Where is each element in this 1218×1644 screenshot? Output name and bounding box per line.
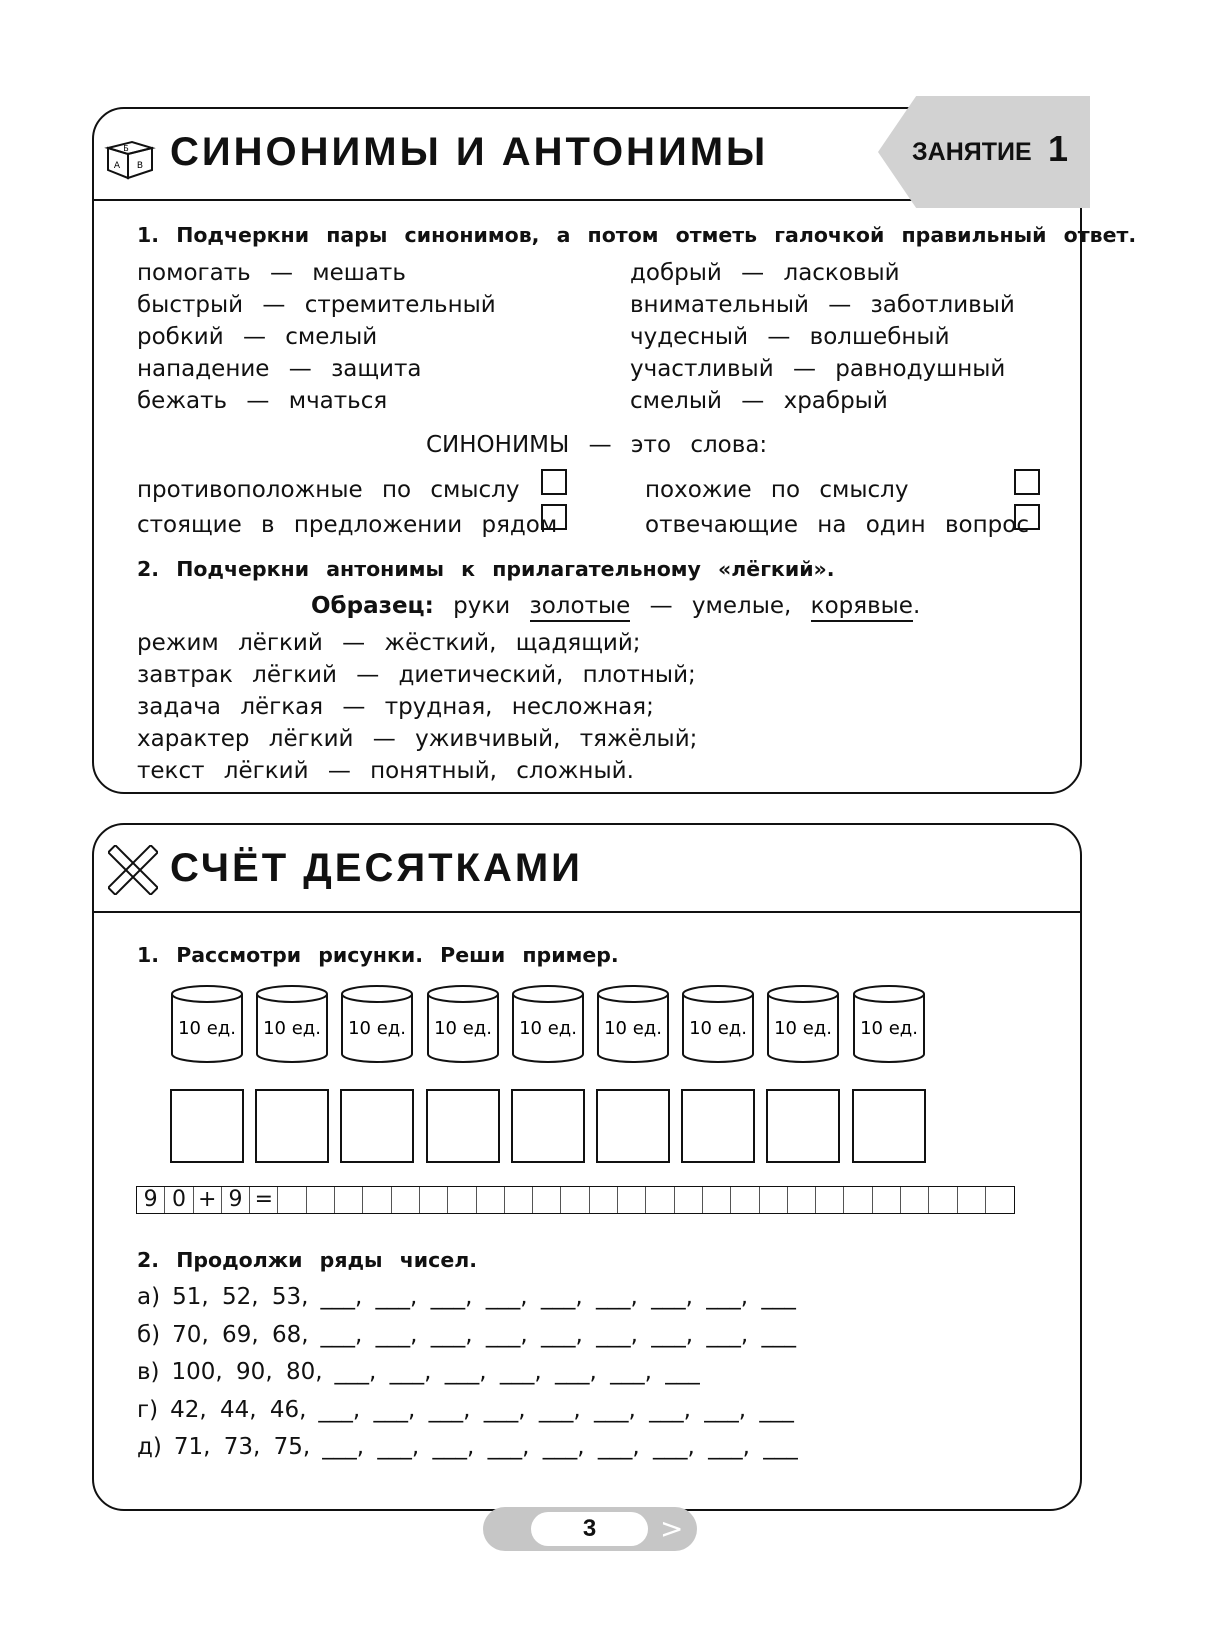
task2-heading: 2. Подчеркни антонимы к прилагательному «лёгкий». [137, 557, 835, 581]
sequence-blanks[interactable]: ___, ___, ___, ___, ___, ___, ___ [334, 1359, 700, 1385]
grid-cell-empty[interactable] [278, 1187, 306, 1213]
sequence-label: в) [137, 1359, 160, 1385]
left-pair: быстрый — стремительный [137, 292, 496, 318]
cylinder-label: 10 ед. [859, 1018, 918, 1039]
cylinder [255, 984, 329, 1064]
sequence-values: 71, 73, 75, [173, 1434, 311, 1460]
option-label: стоящие в предложении рядом [137, 512, 558, 538]
right-pair: чудесный — волшебный [630, 324, 950, 350]
answer-square[interactable] [255, 1089, 329, 1163]
answer-square[interactable] [596, 1089, 670, 1163]
sequence-row [137, 1322, 808, 1348]
sequence-blanks[interactable]: ___, ___, ___, ___, ___, ___, ___, ___, ___ [320, 1284, 796, 1310]
section2-title: СЧЁТ ДЕСЯТКАМИ [170, 846, 583, 890]
abc-cube-icon [104, 132, 156, 180]
sequence-label: д) [137, 1434, 162, 1460]
cylinder-label: 10 ед. [433, 1018, 492, 1039]
answer-square[interactable] [170, 1089, 244, 1163]
task2-heading: 2. Продолжи ряды чисел. [137, 1248, 478, 1272]
grid-cell-empty[interactable] [307, 1187, 335, 1213]
grid-cell-empty[interactable] [505, 1187, 533, 1213]
grid-cell-empty[interactable] [788, 1187, 816, 1213]
cylinder-label: 10 ед. [689, 1018, 748, 1039]
sequence-label: а) [137, 1284, 161, 1310]
cylinder [511, 984, 585, 1064]
sequence-blanks[interactable]: ___, ___, ___, ___, ___, ___, ___, ___, ___ [318, 1396, 794, 1423]
sample-label: Образец: [311, 593, 434, 619]
grid-cell-empty[interactable] [958, 1187, 986, 1213]
left-pair: нападение — защита [137, 356, 422, 382]
cylinder-label: 10 ед. [518, 1018, 577, 1039]
sequence-values: 70, 69, 68, [172, 1321, 309, 1348]
definition-rest: — это слова: [588, 432, 768, 458]
sequence-values: 100, 90, 80, [171, 1359, 323, 1385]
header-divider [94, 911, 1080, 913]
grid-cell: = [250, 1187, 278, 1213]
sequence-row [137, 1434, 810, 1460]
antonym-line: текст лёгкий — понятный, сложный. [137, 758, 634, 784]
sequence-row [137, 1284, 808, 1310]
grid-cell-empty[interactable] [533, 1187, 561, 1213]
grid-cell-empty[interactable] [646, 1187, 674, 1213]
definition-word: СИНОНИМЫ [426, 432, 570, 458]
task1-heading: 1. Подчеркни пары синонимов, а потом отметь галочкой правильный ответ. [137, 223, 1137, 247]
sequence-label: г) [137, 1396, 159, 1423]
grid-cell-empty[interactable] [760, 1187, 788, 1213]
left-pair: помогать — мешать [137, 260, 406, 286]
grid-cell-empty[interactable] [618, 1187, 646, 1213]
cylinder-label: 10 ед. [774, 1018, 833, 1039]
grid-cell-empty[interactable] [731, 1187, 759, 1213]
grid-cell-empty[interactable] [986, 1187, 1014, 1213]
left-pair: бежать — мчаться [137, 388, 388, 414]
grid-cell-empty[interactable] [703, 1187, 731, 1213]
answer-square[interactable] [852, 1089, 926, 1163]
grid-cell-empty[interactable] [873, 1187, 901, 1213]
sample-line [311, 593, 920, 619]
cylinder [426, 984, 500, 1064]
lesson-number: 1 [1048, 128, 1069, 169]
option-checkbox[interactable] [1014, 504, 1040, 530]
cylinder-label: 10 ед. [604, 1018, 662, 1039]
grid-cell-empty[interactable] [392, 1187, 420, 1213]
sample-word: руки [453, 593, 511, 619]
section1-title: СИНОНИМЫ И АНТОНИМЫ [170, 130, 769, 174]
left-pair: робкий — смелый [137, 324, 378, 350]
right-pair: внимательный — заботливый [630, 292, 1015, 318]
option-label: похожие по смыслу [645, 477, 909, 503]
sequence-row [137, 1397, 806, 1423]
grid-cell-empty[interactable] [929, 1187, 957, 1213]
antonym-line: режим лёгкий — жёсткий, щадящий; [137, 630, 641, 656]
option-checkbox[interactable] [541, 504, 567, 530]
grid-cell: 0 [165, 1187, 193, 1213]
option-label: отвечающие на один вопрос [645, 512, 1029, 538]
answer-square[interactable] [426, 1089, 500, 1163]
option-checkbox[interactable] [541, 469, 567, 495]
sequence-blanks[interactable]: ___, ___, ___, ___, ___, ___, ___, ___, ___ [320, 1321, 797, 1348]
cylinder-label: 10 ед. [178, 1018, 236, 1039]
cube-letter-a: А [113, 161, 121, 171]
sample-antonym-2: корявые [811, 593, 913, 622]
definition-line [426, 432, 767, 458]
right-pair: участливый — равнодушный [630, 356, 1006, 382]
sample-antonym-1: золотые [530, 593, 631, 622]
answer-square[interactable] [766, 1089, 840, 1163]
sequence-row [137, 1359, 712, 1385]
grid-cell: 9 [137, 1187, 165, 1213]
cube-letter-b: Б [123, 144, 129, 153]
answer-square[interactable] [511, 1089, 585, 1163]
cylinder [340, 984, 414, 1064]
grid-cell: + [194, 1187, 222, 1213]
grid-cell: 9 [222, 1187, 250, 1213]
cylinder [170, 984, 244, 1064]
grid-cell-empty[interactable] [561, 1187, 589, 1213]
cylinder-label: 10 ед. [263, 1018, 322, 1039]
cylinder [852, 984, 926, 1064]
grid-cell-empty[interactable] [335, 1187, 363, 1213]
sequence-values: 42, 44, 46, [170, 1396, 307, 1423]
lesson-label: ЗАНЯТИЕ [912, 138, 1032, 166]
sample-mid: — умелые, [649, 593, 792, 619]
cylinder-label: 10 ед. [348, 1018, 407, 1039]
cylinder [766, 984, 840, 1064]
option-checkbox[interactable] [1014, 469, 1040, 495]
right-pair: добрый — ласковый [630, 260, 900, 286]
antonym-line: характер лёгкий — уживчивый, тяжёлый; [137, 726, 698, 752]
grid-cell-empty[interactable] [901, 1187, 929, 1213]
grid-cell-empty[interactable] [590, 1187, 618, 1213]
grid-cell-empty[interactable] [448, 1187, 476, 1213]
next-arrow-icon[interactable]: > [660, 1512, 684, 1545]
page-number: 3 [531, 1512, 648, 1546]
sequence-blanks[interactable]: ___, ___, ___, ___, ___, ___, ___, ___, ___ [322, 1434, 798, 1460]
cylinder [681, 984, 755, 1064]
right-pair: смелый — храбрый [630, 388, 888, 414]
grid-cell-empty[interactable] [675, 1187, 703, 1213]
sequence-label: б) [137, 1321, 161, 1348]
grid-cell-empty[interactable] [420, 1187, 448, 1213]
ruler-pencil-icon [108, 845, 158, 895]
grid-cell-empty[interactable] [363, 1187, 391, 1213]
cube-letter-v: В [136, 161, 144, 171]
answer-square[interactable] [340, 1089, 414, 1163]
grid-cell-empty[interactable] [816, 1187, 844, 1213]
antonym-line: завтрак лёгкий — диетический, плотный; [137, 662, 696, 688]
antonym-line: задача лёгкая — трудная, несложная; [137, 694, 654, 720]
grid-cell-empty[interactable] [844, 1187, 872, 1213]
option-label: противоположные по смыслу [137, 477, 520, 503]
cylinder [596, 984, 670, 1064]
sample-end: . [912, 593, 921, 619]
answer-square[interactable] [681, 1089, 755, 1163]
equation-grid[interactable] [136, 1186, 1015, 1214]
sequence-values: 51, 52, 53, [172, 1284, 309, 1310]
task1-heading: 1. Рассмотри рисунки. Реши пример. [137, 943, 619, 967]
grid-cell-empty[interactable] [477, 1187, 505, 1213]
